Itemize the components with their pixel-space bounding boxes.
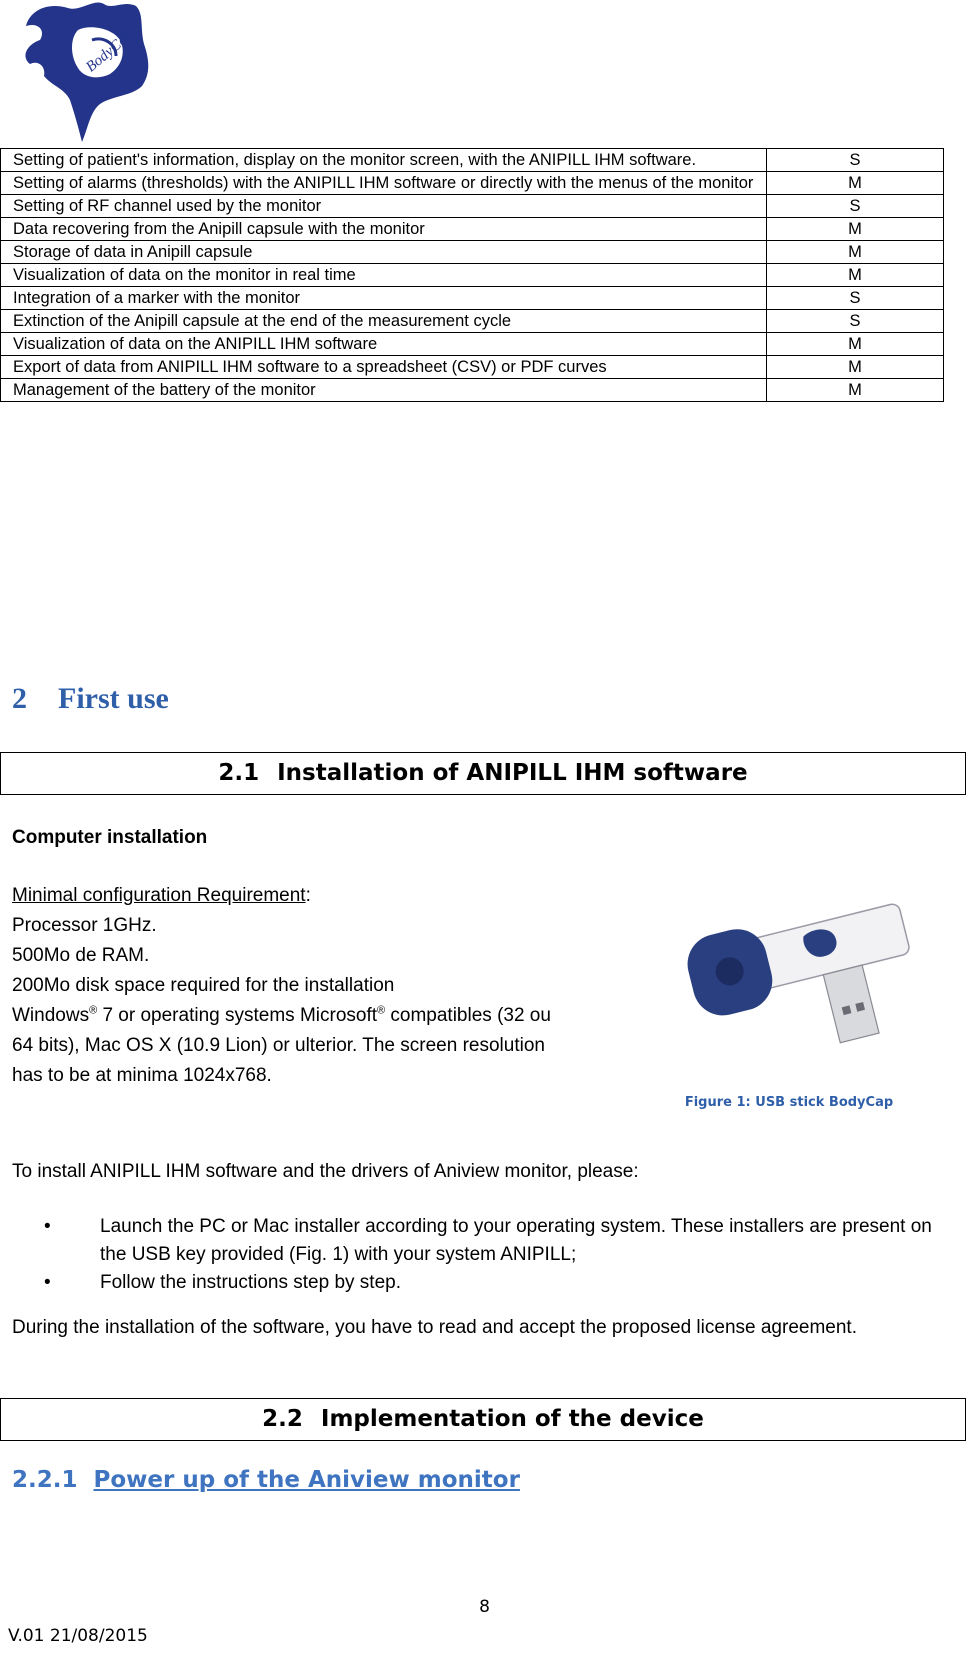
svg-text:BodyCap: BodyCap xyxy=(83,27,137,76)
features-table xyxy=(0,148,944,402)
colon: : xyxy=(305,885,311,906)
table-row xyxy=(1,287,944,310)
table-row xyxy=(1,241,944,264)
registered-mark: ® xyxy=(377,1004,386,1017)
section-number: 2 xyxy=(12,682,27,715)
table-row xyxy=(1,379,944,402)
feature-cell: Export of data from ANIPILL IHM software to a spreadsheet (CSV) or PDF curves xyxy=(1,356,767,379)
section-2-heading xyxy=(12,682,169,716)
page-number: 8 xyxy=(479,1597,490,1617)
registered-mark: ® xyxy=(89,1004,98,1017)
bullet-icon: • xyxy=(44,1272,51,1293)
requirement-ram: 500Mo de RAM. xyxy=(12,945,150,966)
section-2-2-heading xyxy=(0,1398,966,1441)
feature-cell: Extinction of the Anipill capsule at the end of the measurement cycle xyxy=(1,310,767,333)
feature-cell: Setting of alarms (thresholds) with the ANIPILL IHM software or directly with the menus of the monitor xyxy=(1,172,767,195)
feature-cell: Visualization of data on the ANIPILL IHM software xyxy=(1,333,767,356)
table-row xyxy=(1,356,944,379)
code-cell: M xyxy=(767,333,944,356)
install-steps-list xyxy=(44,1213,956,1297)
feature-cell: Storage of data in Anipill capsule xyxy=(1,241,767,264)
code-cell: M xyxy=(767,356,944,379)
section-title: Installation of ANIPILL IHM software xyxy=(277,760,748,786)
bodycap-logo-graphic xyxy=(8,0,156,145)
section-2-2-1-heading xyxy=(12,1467,520,1493)
requirement-processor: Processor 1GHz. xyxy=(12,915,157,936)
code-cell: S xyxy=(767,287,944,310)
section-title-link[interactable]: Power up of the Aniview monitor xyxy=(93,1467,520,1493)
table-row xyxy=(1,333,944,356)
list-item-text: Follow the instructions step by step. xyxy=(100,1272,401,1293)
section-2-1-heading xyxy=(0,752,966,795)
section-title: Implementation of the device xyxy=(320,1406,704,1432)
feature-cell: Setting of RF channel used by the monitor xyxy=(1,195,767,218)
list-item-text: Launch the PC or Mac installer according to your operating system. These installers are present on the USB key provided (Fig. 1) with your system ANIPILL; xyxy=(100,1216,932,1265)
code-cell: M xyxy=(767,218,944,241)
bodycap-logo xyxy=(8,0,156,145)
feature-cell: Setting of patient's information, display on the monitor screen, with the ANIPILL IHM software. xyxy=(1,149,767,172)
code-cell: M xyxy=(767,379,944,402)
install-intro: To install ANIPILL IHM software and the drivers of Aniview monitor, please: xyxy=(12,1161,639,1182)
computer-installation-heading: Computer installation xyxy=(12,827,208,848)
usb-stick-image xyxy=(681,868,921,1068)
list-item xyxy=(44,1213,956,1269)
section-title: First use xyxy=(58,682,169,715)
code-cell: M xyxy=(767,241,944,264)
table-row xyxy=(1,218,944,241)
feature-cell: Integration of a marker with the monitor xyxy=(1,287,767,310)
footer-version: V.01 21/08/2015 xyxy=(8,1626,148,1646)
table-row xyxy=(1,172,944,195)
requirement-resolution: has to be at minima 1024x768. xyxy=(12,1065,272,1086)
license-paragraph: During the installation of the software, you have to read and accept the proposed license agreement. xyxy=(12,1317,857,1338)
table-row xyxy=(1,149,944,172)
code-cell: M xyxy=(767,172,944,195)
os-windows: Windows xyxy=(12,1005,90,1026)
os-compatibles: compatibles (32 ou xyxy=(385,1005,551,1026)
requirements-title-text: Minimal configuration Requirement xyxy=(12,885,306,906)
bullet-icon: • xyxy=(44,1216,51,1237)
code-cell: M xyxy=(767,264,944,287)
list-item xyxy=(44,1269,956,1297)
usb-stick-graphic xyxy=(681,868,921,1068)
requirement-os xyxy=(12,1002,551,1030)
os-microsoft: 7 or operating systems Microsoft xyxy=(97,1005,378,1026)
code-cell: S xyxy=(767,310,944,333)
requirements-title xyxy=(12,882,311,910)
requirement-disk: 200Mo disk space required for the installation xyxy=(12,975,395,996)
section-number: 2.2 xyxy=(262,1406,303,1432)
table-row xyxy=(1,264,944,287)
code-cell: S xyxy=(767,195,944,218)
requirement-os-line2: 64 bits), Mac OS X (10.9 Lion) or ulterior. The screen resolution xyxy=(12,1035,545,1056)
feature-cell: Visualization of data on the monitor in real time xyxy=(1,264,767,287)
feature-cell: Management of the battery of the monitor xyxy=(1,379,767,402)
table-row xyxy=(1,195,944,218)
code-cell: S xyxy=(767,149,944,172)
table-row xyxy=(1,310,944,333)
section-number: 2.2.1 xyxy=(12,1467,78,1493)
feature-cell: Data recovering from the Anipill capsule with the monitor xyxy=(1,218,767,241)
figure-1-caption: Figure 1: USB stick BodyCap xyxy=(684,1095,894,1110)
section-number: 2.1 xyxy=(218,760,260,786)
